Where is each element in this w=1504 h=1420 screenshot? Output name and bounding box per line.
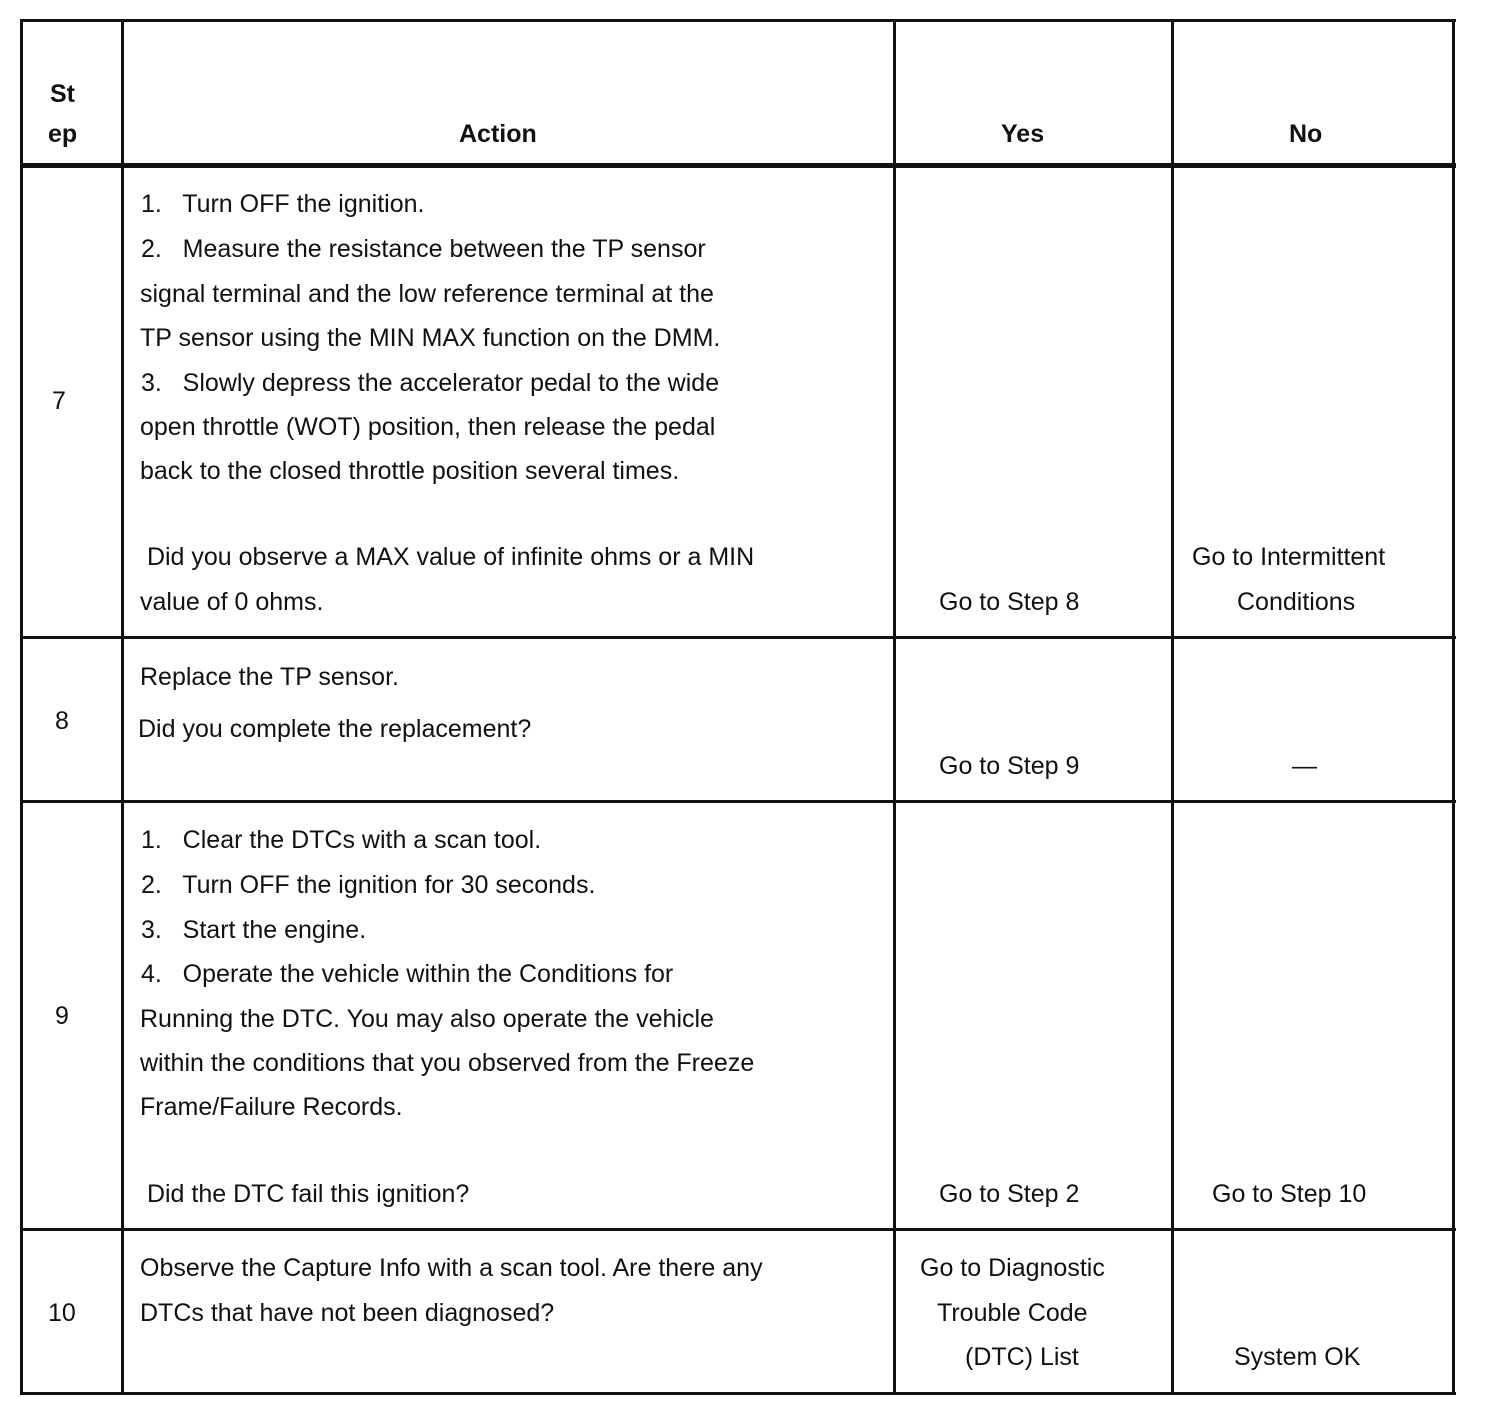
table-right-border xyxy=(1452,19,1455,1395)
header-bottom-border xyxy=(20,163,1456,168)
no-result: — xyxy=(1292,752,1317,780)
no-result: Go to Intermittent xyxy=(1192,543,1386,571)
action-line: 2. Measure the resistance between the TP sensor xyxy=(141,235,706,263)
action-line: signal terminal and the low reference terminal at the xyxy=(140,280,714,308)
action-line: TP sensor using the MIN MAX function on the DMM. xyxy=(140,324,721,352)
action-line: 4. Operate the vehicle within the Conditions for xyxy=(141,960,674,988)
action-line: 1. Clear the DTCs with a scan tool. xyxy=(141,826,542,854)
action-question: Did you observe a MAX value of infinite ohms or a MIN xyxy=(140,543,755,571)
action-question: Did you complete the replacement? xyxy=(138,715,532,743)
action-line: open throttle (WOT) position, then release the pedal xyxy=(140,413,716,441)
yes-result: Trouble Code xyxy=(937,1299,1088,1327)
row-divider-8-9 xyxy=(20,800,1456,803)
action-line: 1. Turn OFF the ignition. xyxy=(141,190,425,218)
no-result: Conditions xyxy=(1237,588,1356,616)
step-action-divider xyxy=(121,19,124,1395)
step-number-9: 9 xyxy=(55,1002,69,1030)
action-question: DTCs that have not been diagnosed? xyxy=(140,1299,555,1327)
step-number-7: 7 xyxy=(52,387,66,415)
action-line: Frame/Failure Records. xyxy=(140,1093,403,1121)
yes-result: Go to Step 9 xyxy=(939,752,1080,780)
action-line: 3. Slowly depress the accelerator pedal to the wide xyxy=(141,369,720,397)
yes-result: Go to Step 2 xyxy=(939,1180,1080,1208)
step-number-10: 10 xyxy=(48,1299,76,1327)
table-bottom-border xyxy=(20,1392,1456,1395)
action-line: 2. Turn OFF the ignition for 30 seconds. xyxy=(141,871,596,899)
action-line: within the conditions that you observed from the Freeze xyxy=(140,1049,755,1077)
action-line: back to the closed throttle position several times. xyxy=(140,457,680,485)
action-question: Observe the Capture Info with a scan tool. Are there any xyxy=(140,1254,763,1282)
yes-result: Go to Step 8 xyxy=(939,588,1080,616)
header-step-line2: ep xyxy=(48,120,78,148)
header-yes: Yes xyxy=(1001,120,1045,148)
header-step-line1: St xyxy=(50,80,75,108)
yes-result: Go to Diagnostic xyxy=(920,1254,1105,1282)
table-top-border xyxy=(20,19,1456,22)
action-question: Did the DTC fail this ignition? xyxy=(140,1180,470,1208)
row-divider-9-10 xyxy=(20,1228,1456,1231)
no-result: Go to Step 10 xyxy=(1212,1180,1367,1208)
action-yes-divider xyxy=(893,19,896,1395)
yes-result: (DTC) List xyxy=(965,1343,1079,1371)
action-line: 3. Start the engine. xyxy=(141,916,367,944)
step-number-8: 8 xyxy=(55,707,69,735)
action-question: value of 0 ohms. xyxy=(140,588,324,616)
no-result: System OK xyxy=(1234,1343,1361,1371)
row-divider-7-8 xyxy=(20,636,1456,639)
action-line: Running the DTC. You may also operate the vehicle xyxy=(140,1005,714,1033)
action-line: Replace the TP sensor. xyxy=(140,663,399,691)
table-left-border xyxy=(20,19,23,1395)
yes-no-divider xyxy=(1171,19,1174,1395)
header-action: Action xyxy=(459,120,537,148)
header-no: No xyxy=(1289,120,1323,148)
